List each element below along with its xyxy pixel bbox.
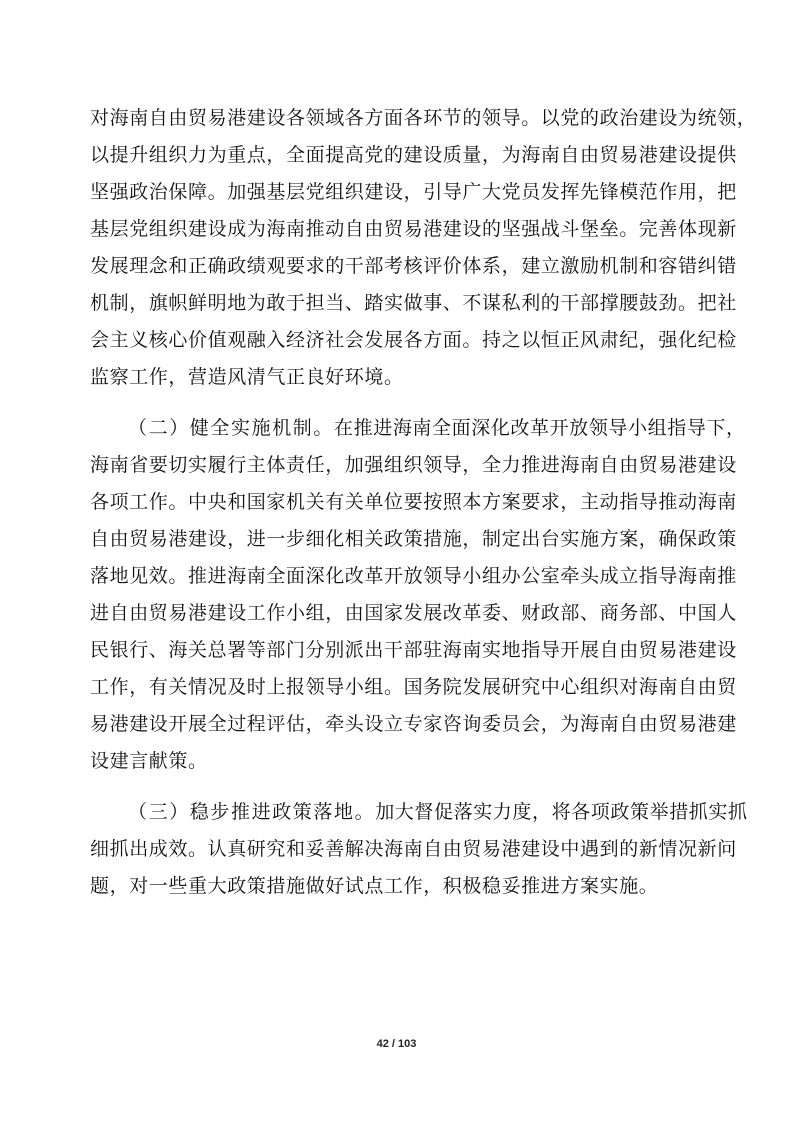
text-line: 坚强政治保障。加强基层党组织建设，引导广大党员发挥先锋模范作用，把	[90, 181, 737, 203]
paragraph-spacer	[90, 780, 715, 794]
paragraph-implementation-mechanism	[90, 410, 746, 780]
text-line: 落地见效。推进海南全面深化改革开放领导小组办公室牵头成立指导海南推	[90, 565, 737, 587]
text-line: 海南省要切实履行主体责任，加强组织领导，全力推进海南自由贸易港建设	[90, 454, 737, 476]
text-line: 各项工作。中央和国家机关有关单位要按照本方案要求，主动指导推动海南	[90, 491, 737, 513]
text-line: 进自由贸易港建设工作小组，由国家发展改革委、财政部、商务部、中国人	[90, 602, 737, 624]
text-line: 会主义核心价值观融入经济社会发展各方面。持之以恒正风肃纪，强化纪检	[90, 329, 737, 351]
paragraph-first-line	[90, 410, 746, 447]
text-run: 在推进海南全面深化改革开放领导小组指导下，	[334, 417, 746, 439]
text-line: 机制，旗帜鲜明地为敢于担当、踏实做事、不谋私利的干部撑腰鼓劲。把社	[90, 292, 737, 314]
text-line: 对海南自由贸易港建设各领域各方面各环节的领导。以党的政治建设为统领，	[90, 107, 757, 129]
text-line: 基层党组织建设成为海南推动自由贸易港建设的坚强战斗堡垒。完善体现新	[90, 218, 737, 240]
section-heading: （三）稳步推进政策落地。	[128, 801, 376, 823]
paragraph-spacer	[90, 396, 715, 410]
text-line: 易港建设开展全过程评估，牵头设立专家咨询委员会，为海南自由贸易港建	[90, 713, 737, 735]
document-body	[90, 100, 757, 905]
text-line: 自由贸易港建设，进一步细化相关政策措施，制定出台实施方案，确保政策	[90, 528, 737, 550]
paragraph-first-line	[90, 794, 748, 831]
text-line: 设建言献策。	[90, 750, 208, 772]
paragraph-policy-implementation	[90, 794, 748, 905]
text-line: 题，对一些重大政策措施做好试点工作，积极稳妥推进方案实施。	[90, 875, 659, 897]
text-line: 细抓出成效。认真研究和妥善解决海南自由贸易港建设中遇到的新情况新问	[90, 838, 737, 860]
text-line: 监察工作，营造风清气正良好环境。	[90, 366, 404, 388]
text-line: 发展理念和正确政绩观要求的干部考核评价体系，建立激励机制和容错纠错	[90, 255, 737, 277]
text-line: 以提升组织力为重点，全面提高党的建设质量，为海南自由贸易港建设提供	[90, 144, 737, 166]
paragraph-party-leadership	[90, 100, 757, 396]
text-line: 工作，有关情况及时上报领导小组。国务院发展研究中心组织对海南自由贸	[90, 676, 737, 698]
text-line: 民银行、海关总署等部门分别派出干部驻海南实地指导开展自由贸易港建设	[90, 639, 737, 661]
text-run: 加大督促落实力度，将各项政策举措抓实抓	[375, 801, 748, 823]
page-number: 42 / 103	[376, 1038, 417, 1050]
section-heading: （二）健全实施机制。	[128, 417, 335, 439]
